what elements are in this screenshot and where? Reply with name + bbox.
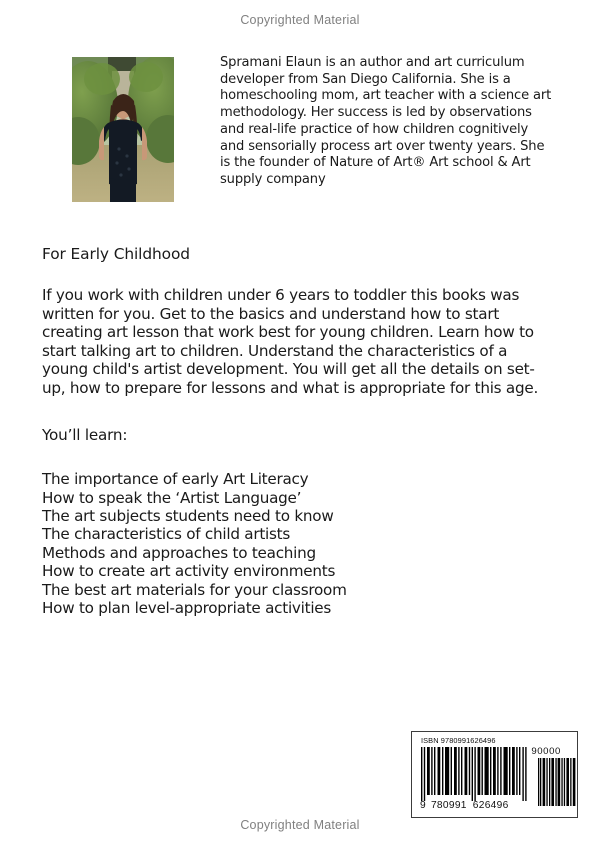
list-item: Methods and approaches to teaching <box>42 543 316 562</box>
ean13-barcode-bars <box>421 747 527 801</box>
ean5-addon-barcode-bars <box>538 758 576 806</box>
list-item: How to speak the ‘Artist Language’ <box>42 488 302 507</box>
price-code-label: 90000 <box>531 746 561 757</box>
ean-lead-digit: 9 <box>420 800 426 811</box>
learn-list <box>42 470 558 617</box>
list-item: How to create art activity environments <box>42 562 336 581</box>
author-photo <box>72 57 174 202</box>
learn-list-label: You’ll learn: <box>42 425 128 444</box>
list-item: The best art materials for your classroom <box>42 580 347 599</box>
isbn-label: ISBN 9780991626496 <box>421 736 496 745</box>
description-paragraph: If you work with children under 6 years to toddler this books was written for you. Get to the basics and understand how to start creating art lesson that work best for young children. Learn how to start talking art to children. Understand the characteristics of a young child's artist development. You will get all the details on set-up, how to prepare for lessons and what is appropriate for this age. <box>42 286 539 397</box>
ean-group-2: 626496 <box>472 800 509 811</box>
section-heading: For Early Childhood <box>42 245 190 263</box>
author-section <box>0 55 600 205</box>
author-bio-text: Spramani Elaun is an author and art curriculum developer from San Diego California. She is a homeschooling mom, art teacher with a science art methodology. Her success is led by observations and real-life practice of how children cognitively and sensorially process art over twenty years. She is the founder of Nature of Art® Art school & Art supply company <box>220 55 552 187</box>
list-item: How to plan level-appropriate activities <box>42 599 332 617</box>
barcode-block <box>411 731 578 818</box>
back-cover-copy <box>42 244 558 617</box>
copyright-watermark-bottom: Copyrighted Material <box>240 818 360 832</box>
list-item: The art subjects students need to know <box>42 506 334 525</box>
ean13-digits <box>420 800 530 811</box>
copyright-watermark-top: Copyrighted Material <box>240 13 360 27</box>
list-item: The characteristics of child artists <box>42 525 291 544</box>
list-item: The importance of early Art Literacy <box>42 470 309 489</box>
author-portrait-image <box>72 57 174 202</box>
ean-group-1: 780991 <box>430 800 467 811</box>
